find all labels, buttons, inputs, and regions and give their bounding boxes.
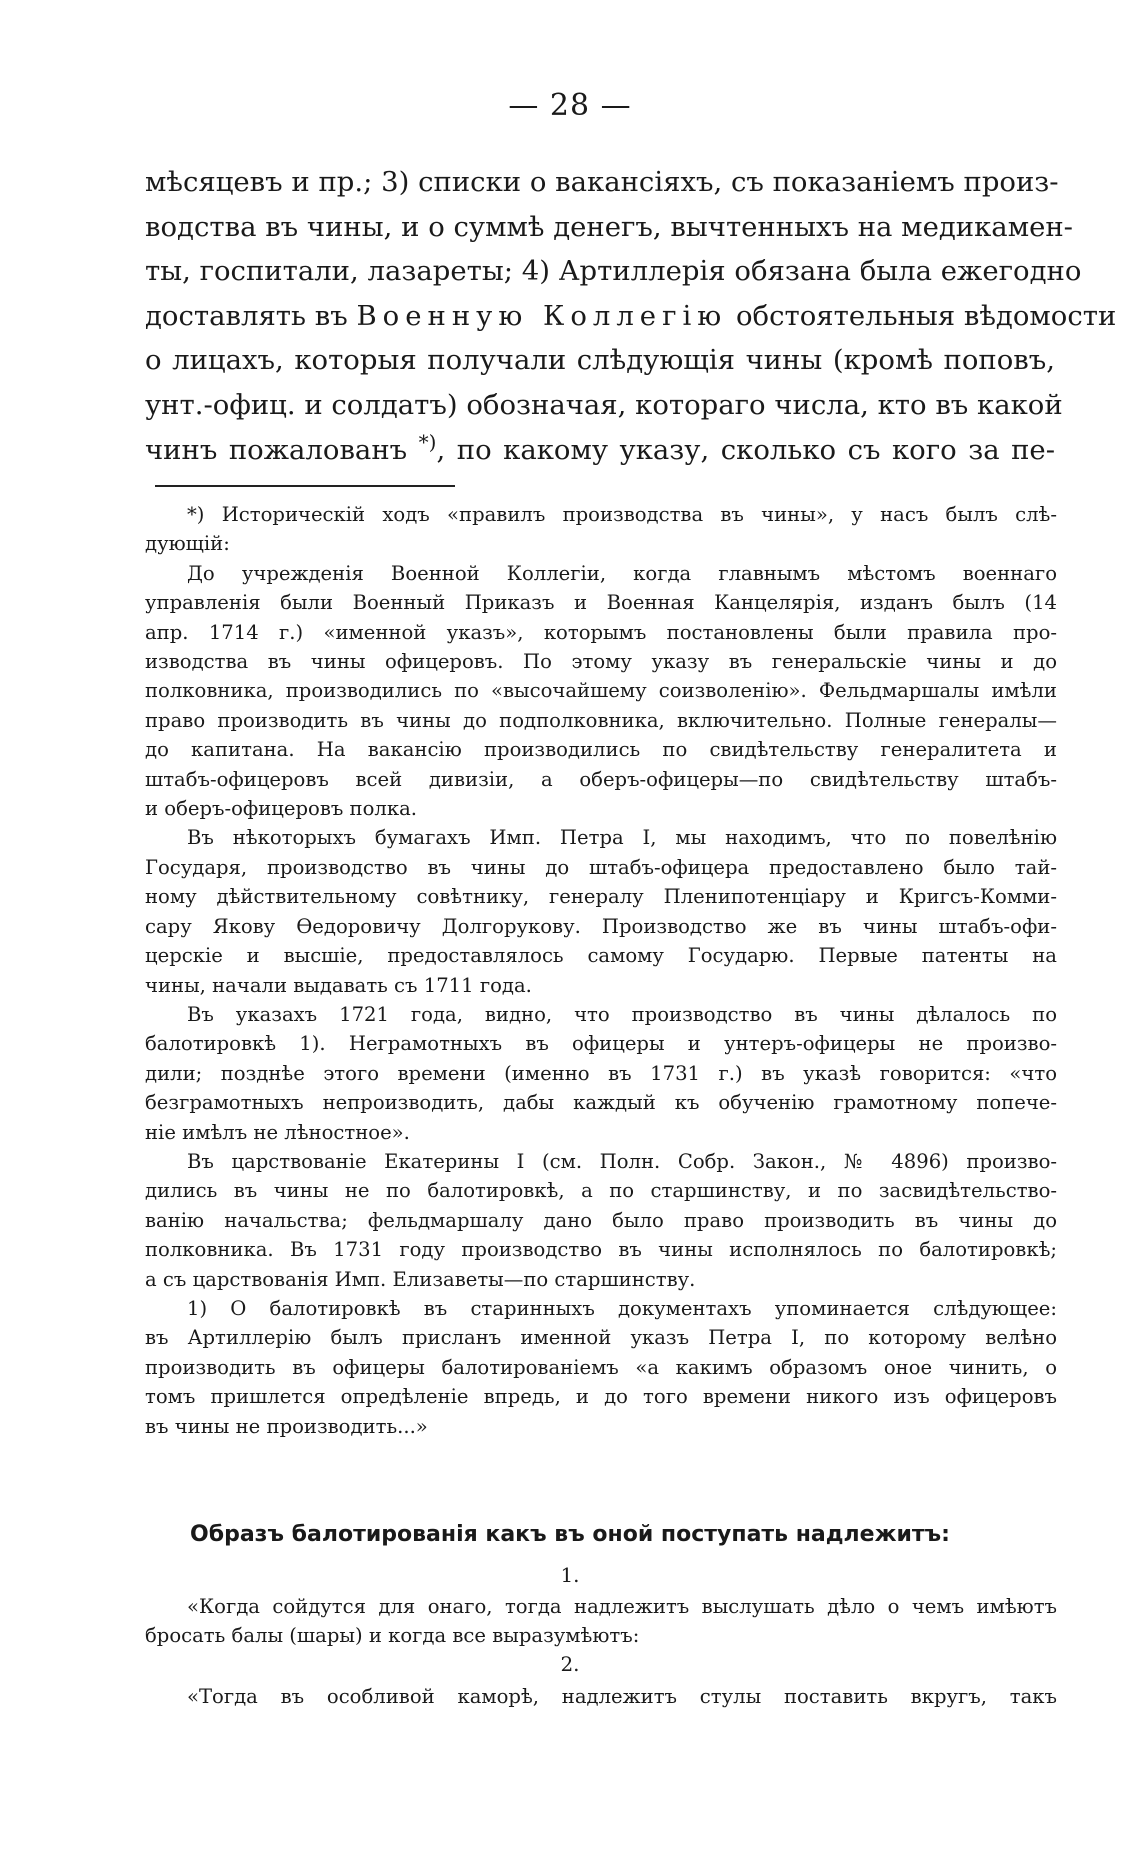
text-line: мѣсяцевъ и пр.; 3) списки о вакансіяхъ, съ показаніемъ произ-	[145, 166, 1059, 198]
note-line: дующій:	[145, 532, 230, 556]
spaced-emphasis: Военную Коллегію	[356, 299, 728, 332]
note-line: Въ царствованіе Екатерины I (см. Полн. Собр. Закон., № 4896) произво-	[187, 1149, 1057, 1173]
page-number: — 28 —	[508, 88, 632, 123]
text-line: доставлять въ Военную Коллегію обстоятельныя вѣдомости	[145, 299, 1117, 332]
note-line: томъ пришлется опредѣленіе впредь, и до того времени никого изъ офицеровъ	[145, 1385, 1057, 1409]
note-line: штабъ-офицеровъ всей дивизіи, а оберъ-офицеры—по свидѣтельству штабъ-	[145, 767, 1057, 791]
note-line: ванію начальства; фельдмаршалу дано было право производить въ чины до	[145, 1208, 1057, 1232]
note-line: а съ царствованія Имп. Елизаветы—по старшинству.	[145, 1267, 696, 1291]
item-paragraph	[145, 1592, 1057, 1651]
note-line: дили; позднѣе этого времени (именно въ 1731 г.) въ указѣ говорится: «что	[145, 1061, 1057, 1085]
note-line: въ чины не производить...»	[145, 1414, 428, 1438]
note-line: ному дѣйствительному совѣтнику, генералу Пленипотенціару и Кригсъ-Комми-	[145, 885, 1057, 909]
item-number: 1.	[560, 1563, 580, 1587]
note-line: До учрежденія Военной Коллегіи, когда главнымъ мѣстомъ военнаго	[187, 561, 1057, 585]
item-number: 2.	[560, 1652, 580, 1676]
footnote-divider	[155, 485, 455, 487]
note-line: право производить въ чины до подполковника, включительно. Полные генералы—	[145, 708, 1057, 732]
text-line: чинъ пожалованъ *), по какому указу, сколько съ кого за пе-	[145, 429, 1055, 466]
item-paragraph	[145, 1682, 1057, 1711]
note-line: балотировкѣ 1). Неграмотныхъ въ офицеры и унтеръ-офицеры не произво-	[145, 1032, 1057, 1056]
item-line: бросать балы (шары) и когда все выразумѣютъ:	[145, 1624, 640, 1648]
note-line: и оберъ-офицеровъ полка.	[145, 797, 418, 821]
note-line: дились въ чины не по балотировкѣ, а по старшинству, и по засвидѣтельство-	[145, 1179, 1057, 1203]
note-line: чины, начали выдавать съ 1711 года.	[145, 973, 532, 997]
note-line: безграмотныхъ непроизводить, дабы каждый къ обученію грамотному попече-	[145, 1091, 1057, 1115]
item-line: «Тогда въ особливой каморѣ, надлежитъ стулы поставить вкругъ, такъ	[187, 1685, 1057, 1708]
note-line: полковника, производились по «высочайшему соизволенію». Фельдмаршалы имѣли	[145, 679, 1057, 703]
footnote-mark: *)	[418, 429, 437, 454]
note-line: апр. 1714 г.) «именной указъ», которымъ постановлены были правила про-	[145, 620, 1057, 644]
note-line: 1) О балотировкѣ въ старинныхъ документахъ упоминается слѣдующее:	[187, 1296, 1057, 1320]
text-line: водства въ чины, и о суммѣ денегъ, вычтенныхъ на медикамен-	[145, 210, 1073, 243]
note-line: изводства въ чины офицеровъ. По этому указу въ генеральскіе чины и до	[145, 650, 1057, 674]
note-line: ніе имѣлъ не лѣностное».	[145, 1120, 410, 1144]
note-line: въ Артиллерію былъ присланъ именной указъ Петра I, по которому велѣно	[145, 1326, 1057, 1350]
note-line: до капитана. На вакансію производились по свидѣтельству генералитета и	[145, 738, 1057, 762]
note-line: Въ нѣкоторыхъ бумагахъ Имп. Петра I, мы находимъ, что по повелѣнію	[187, 826, 1057, 850]
item-line: «Когда сойдутся для онаго, тогда надлежитъ выслушать дѣло о чемъ имѣютъ	[187, 1595, 1057, 1618]
note-line: церскіе и высшіе, предоставлялось самому Государю. Первые патенты на	[145, 944, 1057, 968]
footnotes	[145, 500, 1057, 1441]
note-line: Государя, производство въ чины до штабъ-офицера предоставлено было тай-	[145, 855, 1057, 879]
note-line: полковника. Въ 1731 году производство въ чины исполнялось по балотировкѣ;	[145, 1238, 1057, 1262]
note-line: сару Якову Ѳедоровичу Долгорукову. Производство же въ чины штабъ-офи-	[145, 914, 1057, 938]
text-line: ты, госпитали, лазареты; 4) Артиллерія обязана была ежегодно	[145, 255, 1082, 288]
note-line: управленія были Военный Приказъ и Военная Канцелярія, изданъ былъ (14	[145, 591, 1057, 615]
main-text	[145, 160, 1117, 472]
note-line: *) Историческій ходъ «правилъ производства въ чины», у насъ былъ слѣ-	[187, 503, 1057, 526]
text-line: унт.-офиц. и солдатъ) обозначая, котораго числа, кто въ какой	[145, 388, 1063, 421]
note-line: производить въ офицеры балотированіемъ «а какимъ образомъ оное чинить, о	[145, 1355, 1057, 1379]
section-heading: Образъ балотированія какъ въ оной поступать надлежитъ:	[190, 1522, 950, 1547]
text-line: о лицахъ, которыя получали слѣдующія чины (кромѣ поповъ,	[145, 344, 1055, 377]
note-line: Въ указахъ 1721 года, видно, что производство въ чины дѣлалось по	[187, 1002, 1057, 1026]
